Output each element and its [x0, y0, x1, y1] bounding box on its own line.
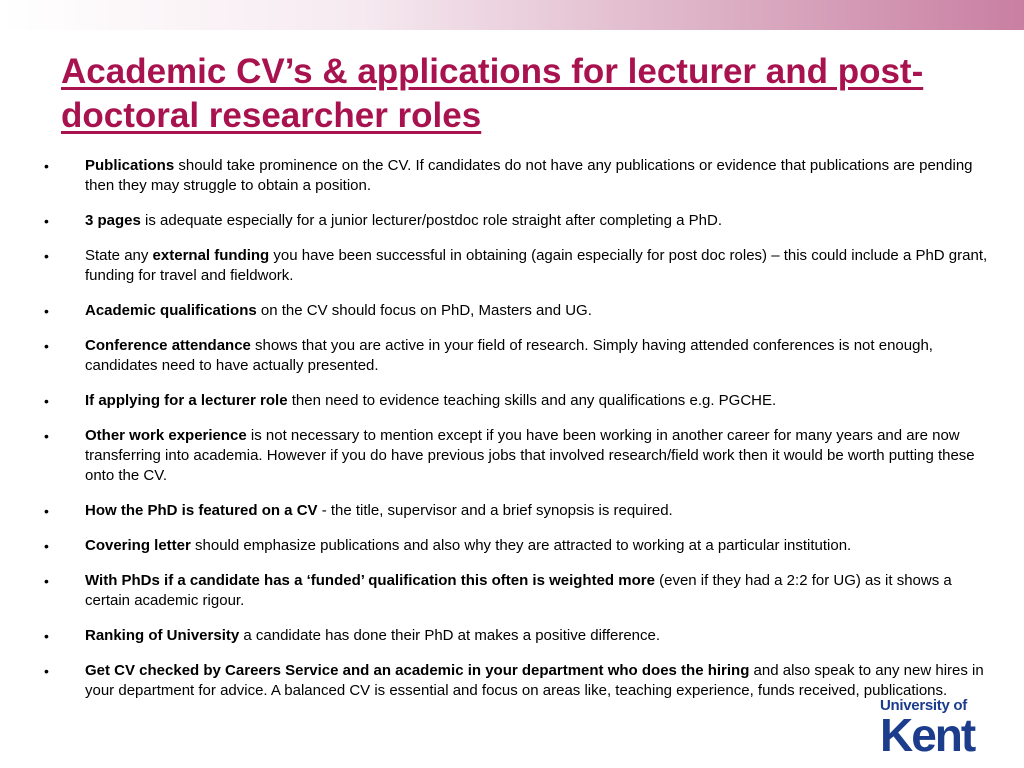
bullet-text: on the CV should focus on PhD, Masters and UG. — [256, 302, 592, 319]
bullet-lead-text: State any — [85, 247, 153, 264]
bullet-text: then need to evidence teaching skills and any qualifications e.g. PGCHE. — [287, 392, 777, 409]
top-gradient-band — [0, 0, 1024, 30]
bullet-key-phrase: 3 pages — [85, 212, 141, 229]
bullet-list — [0, 156, 1024, 716]
bullet-text: a candidate has done their PhD at makes a positive difference. — [239, 627, 661, 644]
bullet-dot-icon: • — [44, 628, 49, 644]
bullet-item — [0, 571, 1024, 611]
bullet-item — [0, 661, 1024, 701]
bullet-key-phrase: Ranking of University — [85, 627, 240, 644]
bullet-item — [0, 426, 1024, 486]
logo-kent-text: Kent — [880, 709, 975, 761]
bullet-key-phrase: external funding — [152, 247, 270, 264]
bullet-item — [0, 301, 1024, 321]
bullet-key-phrase: Covering letter — [85, 537, 191, 554]
bullet-key-phrase: If applying for a lecturer role — [85, 392, 288, 409]
bullet-dot-icon: • — [44, 158, 49, 174]
bullet-key-phrase: Get CV checked by Careers Service and an academic in your department who does the hiring — [85, 662, 750, 679]
bullet-item — [0, 336, 1024, 376]
logo-university-of-text: University of — [880, 697, 967, 714]
bullet-item — [0, 211, 1024, 231]
bullet-dot-icon: • — [44, 573, 49, 589]
bullet-dot-icon: • — [44, 663, 49, 679]
bullet-key-phrase: Publications — [85, 157, 175, 174]
bullet-item — [0, 536, 1024, 556]
bullet-text: is not necessary to mention except if you have been working in another career for many years and are now transferring into academia. However if you do have previous jobs that involved research/field work then it would be worth putting these onto the CV. — [85, 427, 975, 484]
bullet-dot-icon: • — [44, 538, 49, 554]
bullet-dot-icon: • — [44, 503, 49, 519]
bullet-text: is adequate especially for a junior lecturer/postdoc role straight after completing a PhD. — [140, 212, 723, 229]
bullet-dot-icon: • — [44, 303, 49, 319]
bullet-dot-icon: • — [44, 248, 49, 264]
bullet-item — [0, 246, 1024, 286]
slide-title: Academic CV’s & applications for lecturer and post-doctoral researcher roles — [61, 52, 924, 135]
bullet-dot-icon: • — [44, 213, 49, 229]
bullet-text: (even if they had a 2:2 for UG) as it shows a certain academic rigour. — [85, 572, 952, 609]
bullet-key-phrase: Academic qualifications — [85, 302, 257, 319]
bullet-text: should take prominence on the CV. If candidates do not have any publications or evidence that publications are pending then they may struggle to obtain a position. — [85, 157, 973, 194]
bullet-item — [0, 391, 1024, 411]
bullet-key-phrase: Other work experience — [85, 427, 247, 444]
bullet-text: should emphasize publications and also why they are attracted to working at a particular institution. — [190, 537, 852, 554]
bullet-dot-icon: • — [44, 393, 49, 409]
bullet-dot-icon: • — [44, 428, 49, 444]
bullet-text: you have been successful in obtaining (again especially for post doc roles) – this could include a PhD grant, funding for travel and fieldwork. — [85, 247, 988, 284]
university-of-kent-logo — [876, 697, 986, 761]
bullet-item — [0, 156, 1024, 196]
bullet-text: and also speak to any new hires in your department for advice. A balanced CV is essential and focus on areas like, teaching experience, funds received, publications. — [85, 662, 984, 699]
bullet-key-phrase: Conference attendance — [85, 337, 251, 354]
bullet-text: - the title, supervisor and a brief synopsis is required. — [317, 502, 673, 519]
bullet-dot-icon: • — [44, 338, 49, 354]
bullet-key-phrase: How the PhD is featured on a CV — [85, 502, 318, 519]
bullet-item — [0, 626, 1024, 646]
bullet-text: shows that you are active in your field of research. Simply having attended conferences is not enough, candidates need to have actually presented. — [85, 337, 933, 374]
bullet-item — [0, 501, 1024, 521]
bullet-key-phrase: With PhDs if a candidate has a ‘funded’ qualification this often is weighted more — [85, 572, 655, 589]
